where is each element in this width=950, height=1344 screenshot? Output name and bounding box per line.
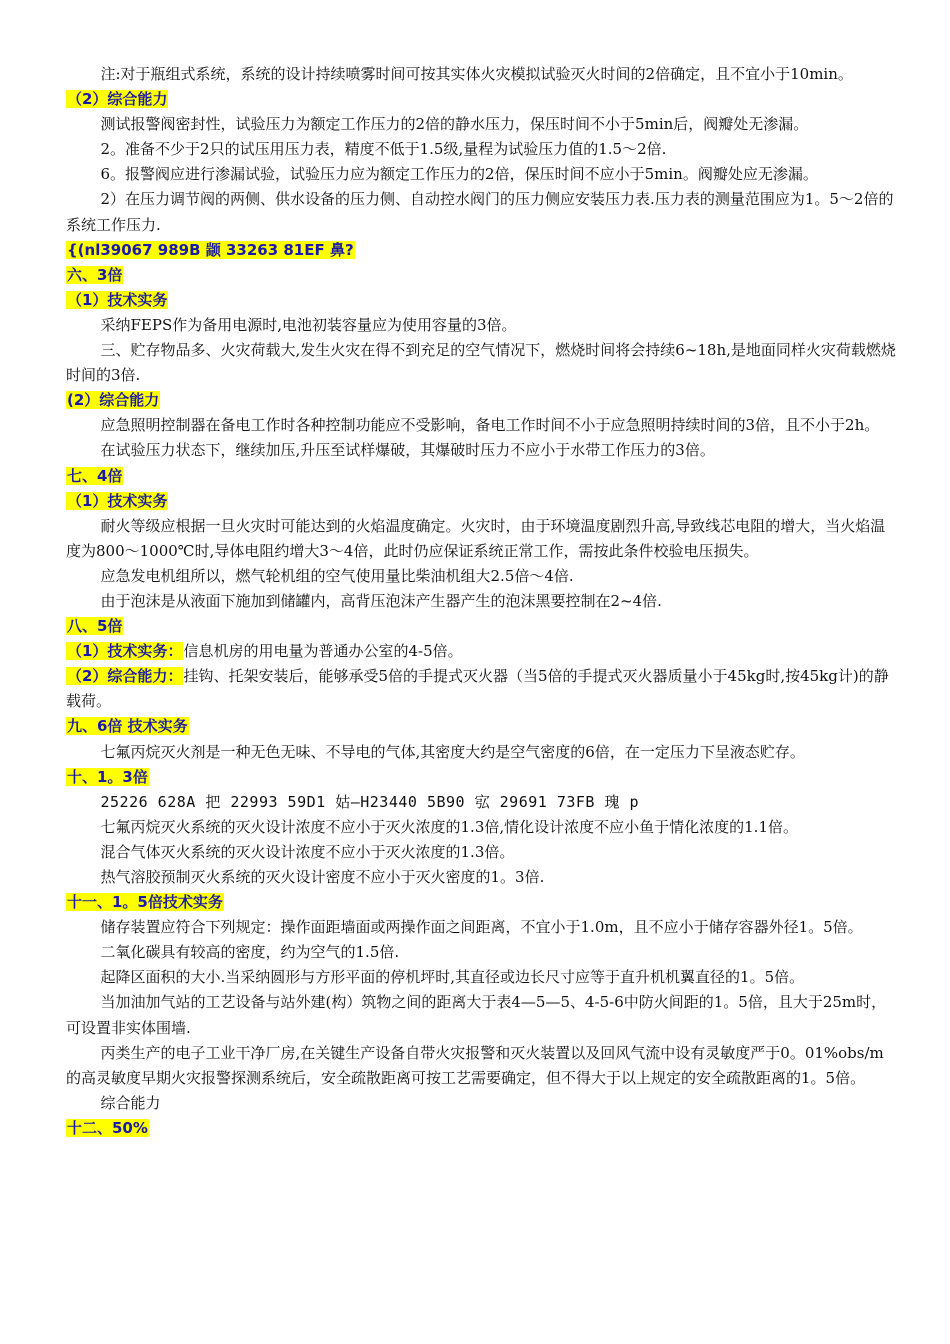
paragraph: 热气溶胶预制灭火系统的灭火设计密度不应小于灭火密度的1。3倍.	[100, 868, 545, 886]
section-heading	[66, 87, 896, 112]
section-heading	[66, 1116, 896, 1141]
heading-highlight: 八、5倍	[67, 617, 123, 636]
paragraph: 6。报警阀应进行渗漏试验，试验压力应为额定工作压力的2倍，保压时间不应小于5min。阀瓣处应无渗漏。	[100, 165, 818, 184]
paragraph: 三、贮存物品多、火灾荷载大,发生火灾在得不到充足的空气情况下，燃烧时间将会持续6~18h,是地面同样火灾荷载燃烧时间的3倍.	[66, 341, 896, 385]
paragraph: 二氧化碳具有较高的密度，约为空气的1.5倍.	[100, 943, 400, 962]
heading-highlight: （1）技术实务：	[67, 642, 183, 661]
paragraph: 储存装置应符合下列规定：操作面距墙面或两操作面之间距离，不宜小于1.0m，且不应小于储存容器外径1。5倍。	[100, 918, 863, 937]
section-heading	[66, 238, 896, 263]
heading-highlight: （1）技术实务	[67, 491, 168, 510]
heading-highlight: 十、1。3倍	[67, 767, 148, 786]
section-heading	[66, 288, 896, 313]
paragraph: 2）在压力调节阀的两侧、供水设备的压力侧、自动控水阀门的压力侧应安装压力表.压力表的测量范围应为1。5～2倍的系统工作压力.	[66, 190, 894, 234]
paragraph: 耐火等级应根据一旦火灾时可能达到的火焰温度确定。火灾时，由于环境温度剧烈升高,导致线芯电阻的增大，当火焰温度为800～1000℃时,导体电阻约增大3～4倍，此时仍应保证系统正常工作，需按此条件校验电压损失。	[66, 516, 886, 560]
section-heading	[66, 714, 896, 739]
heading-highlight: （2）综合能力	[67, 90, 168, 109]
paragraph: 丙类生产的电子工业干净厂房,在关键生产设备自带火灾报警和灭火装置以及回风气流中设有灵敏度严于0。01%obs/m的高灵敏度早期火灾报警探测系统后，安全疏散距离可按工艺需要确定，但不得大于以上规定的安全疏散距离的1。5倍。	[66, 1043, 884, 1087]
document-body	[66, 62, 896, 1141]
heading-highlight: 十一、1。5倍技术实务	[67, 893, 223, 912]
section-heading	[66, 464, 896, 489]
paragraph: 应急照明控制器在备电工作时各种控制功能应不受影响，备电工作时间不小于应急照明持续时间的3倍，且不小于2h。	[100, 416, 880, 435]
section-heading	[66, 388, 896, 413]
heading-text: 信息机房的用电量为普通办公室的4-5倍。	[183, 642, 463, 661]
paragraph: 起降区面积的大小.当采纳圆形与方形平面的停机坪时,其直径或边长尺寸应等于直升机机翼直径的1。5倍。	[100, 968, 805, 987]
paragraph: 测试报警阀密封性，试验压力为额定工作压力的2倍的静水压力，保压时间不小于5min后，阀瓣处无渗漏。	[100, 115, 809, 134]
heading-highlight: (2）综合能力	[67, 391, 160, 410]
heading-highlight: 十二、50%	[67, 1118, 148, 1137]
heading-highlight: {(nl39067 989B 颛 33263 81EF 鼻?	[67, 240, 354, 259]
paragraph: 2。准备不少于2只的试压用压力表，精度不低于1.5级,量程为试验压力值的1.5～2倍.	[100, 140, 667, 159]
paragraph: 当加油加气站的工艺设备与站外建(构）筑物之间的距离大于表4—5—5、4-5-6中防火间距的1。5倍，且大于25m时，可设置非实体围墙.	[66, 993, 887, 1037]
heading-highlight: 九、6倍 技术实务	[67, 717, 188, 736]
paragraph: 25226 628A 把 22993 59D1 姑—H23440 5B90 宖 29691 73FB 瑰 p	[100, 792, 640, 811]
paragraph: 在试验压力状态下，继续加压,升压至试样爆破，其爆破时压力不应小于水带工作压力的3倍。	[100, 441, 715, 460]
section-heading	[66, 765, 896, 790]
heading-highlight: 六、3倍	[67, 265, 123, 284]
paragraph: 由于泡沫是从液面下施加到储罐内，高背压泡沫产生器产生的泡沫黑要控制在2~4倍.	[100, 591, 662, 610]
section-heading	[66, 489, 896, 514]
heading-text: 挂钩、托架安装后，能够承受5倍的手提式灭火器（当5倍的手提式灭火器质量小于45kg时,按45kg计)的静载荷。	[66, 667, 889, 711]
heading-highlight: （2）综合能力：	[67, 667, 183, 686]
section-heading	[66, 263, 896, 288]
paragraph: 注:对于瓶组式系统，系统的设计持续喷雾时间可按其实体火灾模拟试验灭火时间的2倍确定，且不宜小于10min。	[100, 65, 853, 83]
section-heading	[66, 664, 896, 714]
paragraph: 混合气体灭火系统的灭火设计浓度不应小于灭火浓度的1.3倍。	[100, 842, 515, 861]
section-heading	[66, 639, 896, 664]
section-heading	[66, 614, 896, 639]
paragraph: 综合能力	[100, 1093, 161, 1112]
paragraph: 七氟丙烷灭火系统的灭火设计浓度不应小于灭火浓度的1.3倍,情化设计浓度不应小鱼于情化浓度的1.1倍。	[100, 817, 798, 836]
section-heading	[66, 890, 896, 915]
paragraph: 应急发电机组所以，燃气轮机组的空气使用量比柴油机组大2.5倍～4倍.	[100, 566, 574, 585]
paragraph: 七氟丙烷灭火剂是一种无色无味、不导电的气体,其密度大约是空气密度的6倍，在一定压力下呈液态贮存。	[100, 742, 805, 761]
paragraph: 采纳FEPS作为备用电源时,电池初装容量应为使用容量的3倍。	[100, 315, 517, 334]
heading-highlight: （1）技术实务	[67, 290, 168, 309]
heading-highlight: 七、4倍	[67, 466, 123, 485]
